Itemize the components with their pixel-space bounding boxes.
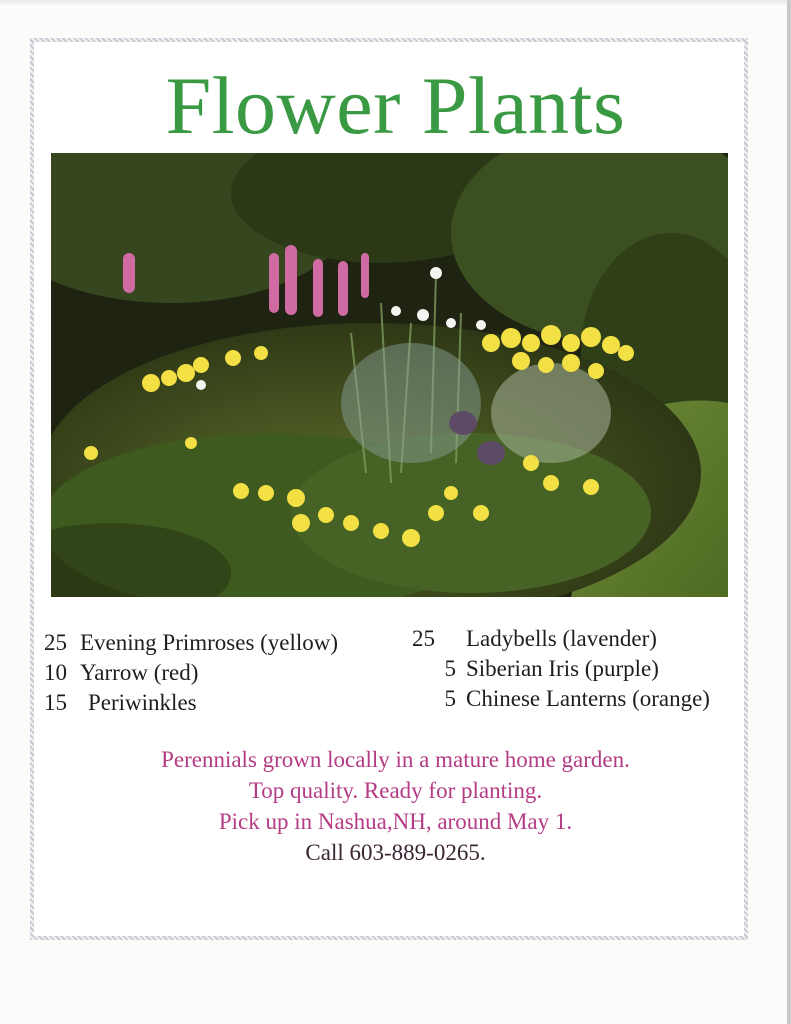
item-name: Ladybells (lavender) [466,626,657,651]
list-item [412,684,710,714]
item-name: Periwinkles [88,690,197,715]
garden-photo [51,153,728,597]
sale-message [0,744,791,868]
item-quantity: 25 [44,630,67,655]
contact-phone: Call 603-889-0265. [305,840,486,865]
list-item [412,624,710,654]
plant-list-right [412,624,710,714]
list-item [44,628,338,658]
scan-top-edge [0,0,791,6]
item-name: Siberian Iris (purple) [466,656,659,681]
list-item [44,658,338,688]
garden-photo-illustration [51,153,728,597]
message-line: Top quality. Ready for planting. [248,778,543,803]
plant-list-left [44,628,338,718]
item-name: Evening Primroses (yellow) [80,630,339,655]
item-name: Chinese Lanterns (orange) [466,686,710,711]
item-quantity: 10 [44,660,67,685]
message-line: Perennials grown locally in a mature home garden. [161,747,630,772]
item-quantity: 5 [444,686,456,711]
list-item [412,654,710,684]
item-quantity: 25 [412,626,435,651]
flyer-title: Flower Plants [165,60,626,151]
list-item [44,688,338,718]
item-quantity: 5 [444,656,456,681]
item-name: Yarrow (red) [80,660,199,685]
message-line: Pick up in Nashua,NH, around May 1. [218,809,573,834]
item-quantity: 15 [44,690,67,715]
